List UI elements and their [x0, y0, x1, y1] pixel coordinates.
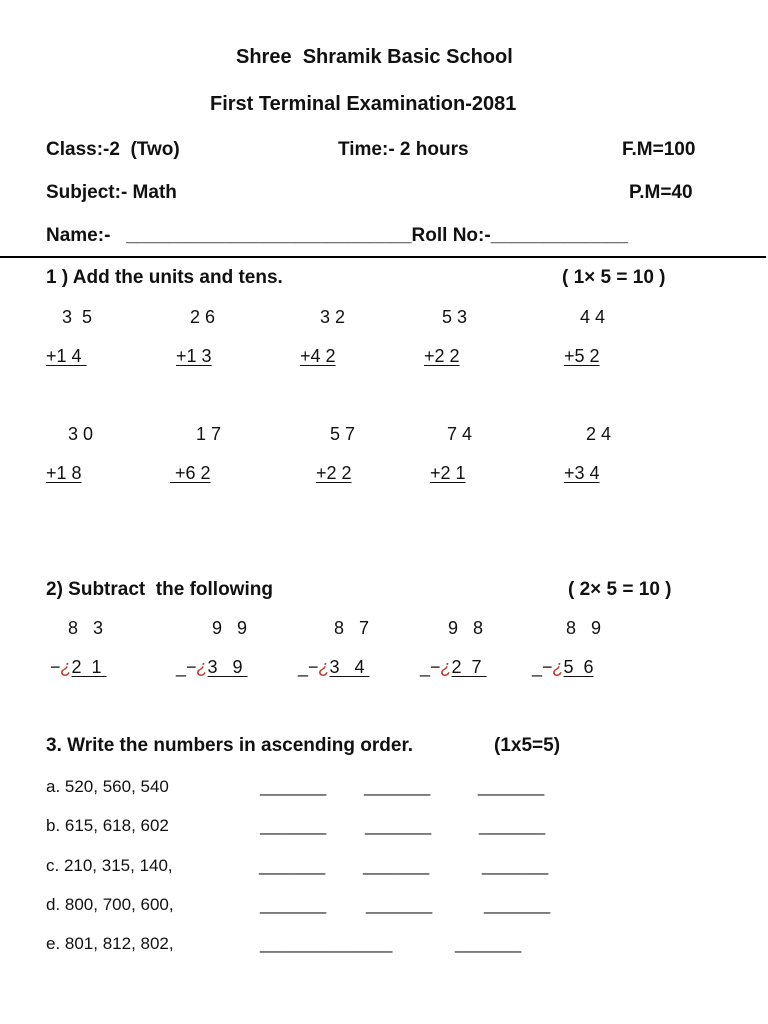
q1-r2-top-3: 5 7 — [330, 424, 356, 444]
q2-top-2: 9 9 — [212, 618, 248, 638]
q3-item-a-blank-1: _______ — [260, 777, 327, 796]
q1-r1-top-2: 2 6 — [190, 307, 216, 327]
q2-top-5: 8 9 — [566, 618, 602, 638]
q3-item-d-label: d. 800, 700, 600, — [46, 895, 174, 914]
q1-r1-bottom-5: +5 2 — [564, 346, 600, 366]
q2-bottom-2: _−¿3 9 — [176, 657, 248, 677]
subject-label: Subject:- Math — [46, 182, 177, 203]
q3-item-d-blank-3: _______ — [484, 895, 551, 914]
q2-bottom-4: _−¿2 7 — [420, 657, 487, 677]
full-marks: F.M=100 — [622, 139, 696, 160]
q1-r1-bottom-2: +1 3 — [176, 346, 212, 366]
q2-top-4: 9 8 — [448, 618, 484, 638]
exam-title: First Terminal Examination-2081 — [210, 93, 517, 115]
q2-top-1: 8 3 — [68, 618, 104, 638]
q1-r2-top-5: 2 4 — [586, 424, 612, 444]
q3-item-c-blank-1: _______ — [259, 856, 326, 875]
q1-r2-top-2: 1 7 — [196, 424, 222, 444]
name-roll-line: Name:- ___________________________Roll No:-_____________ — [46, 225, 629, 246]
q3-item-e-blank-2: _______ — [455, 934, 522, 953]
q1-r2-top-1: 3 0 — [68, 424, 94, 444]
q2-top-3: 8 7 — [334, 618, 370, 638]
q3-item-d-blank-2: _______ — [366, 895, 433, 914]
q2-bottom-5: _−¿5 6 — [532, 657, 594, 677]
q1-marks: ( 1× 5 = 10 ) — [562, 267, 666, 288]
q1-r2-bottom-2: +6 2 — [170, 463, 211, 483]
q3-item-d-blank-1: _______ — [260, 895, 327, 914]
q3-item-b-label: b. 615, 618, 602 — [46, 816, 169, 835]
q1-r1-bottom-1: +1 4 — [46, 346, 87, 366]
q1-r1-top-5: 4 4 — [580, 307, 606, 327]
q3-marks: (1x5=5) — [494, 735, 561, 756]
header-divider — [0, 256, 766, 258]
q1-r1-top-1: 3 5 — [62, 307, 93, 327]
q3-title: 3. Write the numbers in ascending order. — [46, 735, 414, 756]
q3-item-a-label: a. 520, 560, 540 — [46, 777, 169, 796]
q3-item-b-blank-2: _______ — [365, 816, 432, 835]
q1-title: 1 ) Add the units and tens. — [46, 267, 283, 288]
q2-bottom-1: −¿2 1 — [50, 657, 107, 677]
pass-marks: P.M=40 — [629, 182, 693, 203]
q1-r2-bottom-5: +3 4 — [564, 463, 600, 483]
q1-r2-bottom-1: +1 8 — [46, 463, 82, 483]
q1-r1-bottom-4: +2 2 — [424, 346, 460, 366]
q2-bottom-3: _−¿3 4 — [298, 657, 370, 677]
q2-marks: ( 2× 5 = 10 ) — [568, 579, 672, 600]
school-name: Shree Shramik Basic School — [236, 46, 513, 68]
q1-r1-top-4: 5 3 — [442, 307, 468, 327]
time-label: Time:- 2 hours — [338, 139, 469, 160]
q1-r1-top-3: 3 2 — [320, 307, 346, 327]
q3-item-e-blank-1: ______________ — [260, 934, 393, 953]
q1-r2-top-4: 7 4 — [447, 424, 473, 444]
q3-item-b-blank-3: _______ — [479, 816, 546, 835]
q3-item-c-label: c. 210, 315, 140, — [46, 856, 173, 875]
class-label: Class:-2 (Two) — [46, 139, 180, 160]
q1-r2-bottom-3: +2 2 — [316, 463, 352, 483]
q3-item-e-label: e. 801, 812, 802, — [46, 934, 174, 953]
q3-item-c-blank-2: _______ — [363, 856, 430, 875]
q2-title: 2) Subtract the following — [46, 579, 273, 600]
q1-r1-bottom-3: +4 2 — [300, 346, 336, 366]
q3-item-c-blank-3: _______ — [482, 856, 549, 875]
q3-item-b-blank-1: _______ — [260, 816, 327, 835]
q3-item-a-blank-3: _______ — [478, 777, 545, 796]
q1-r2-bottom-4: +2 1 — [430, 463, 466, 483]
q3-item-a-blank-2: _______ — [364, 777, 431, 796]
